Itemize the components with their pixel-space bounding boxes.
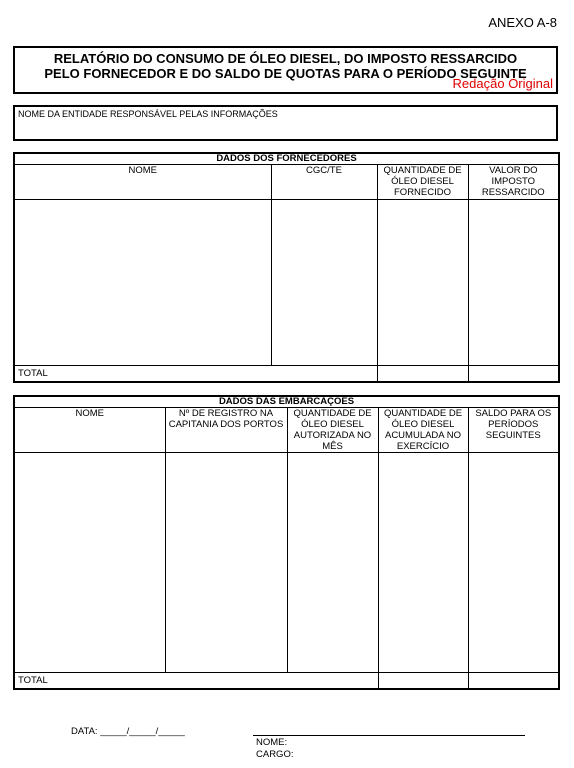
suppliers-col-nome: NOME <box>14 165 271 200</box>
vessels-col-autorizada: QUANTIDADE DE ÓLEO DIESEL AUTORIZADA NO MÊS <box>287 408 378 453</box>
suppliers-total-label: TOTAL <box>14 366 377 382</box>
vessels-registro-cell[interactable] <box>165 453 287 673</box>
vessels-table <box>13 395 560 690</box>
entity-name-field[interactable] <box>13 105 558 141</box>
vessels-total-acumulada[interactable] <box>378 673 468 689</box>
vessels-saldo-cell[interactable] <box>468 453 559 673</box>
signer-cargo-label: CARGO: <box>256 749 294 760</box>
signer-name-label: NOME: <box>256 737 288 748</box>
suppliers-section-title: DADOS DOS FORNECEDORES <box>14 153 559 165</box>
vessels-total-label: TOTAL <box>14 673 378 689</box>
suppliers-col-valor: VALOR DO IMPOSTO RESSARCIDO <box>468 165 559 200</box>
report-title-line-2: PELO FORNECEDOR E DO SALDO DE QUOTAS PARA O PERÍODO SEGUINTE <box>44 66 527 81</box>
suppliers-nome-cell[interactable] <box>14 200 271 366</box>
signature-line[interactable] <box>253 735 525 736</box>
report-title-line-1: RELATÓRIO DO CONSUMO DE ÓLEO DIESEL, DO IMPOSTO RESSARCIDO <box>53 51 518 66</box>
suppliers-col-quantidade: QUANTIDADE DE ÓLEO DIESEL FORNECIDO <box>377 165 468 200</box>
vessels-section-title: DADOS DAS EMBARCAÇÕES <box>14 396 559 408</box>
suppliers-valor-cell[interactable] <box>468 200 559 366</box>
suppliers-col-cgc: CGC/TE <box>271 165 377 200</box>
vessels-nome-cell[interactable] <box>14 453 165 673</box>
vessels-total-saldo[interactable] <box>468 673 559 689</box>
entity-name-label: NOME DA ENTIDADE RESPONSÁVEL PELAS INFORMAÇÕES <box>18 109 278 119</box>
vessels-col-nome: NOME <box>14 408 165 453</box>
suppliers-total-valor[interactable] <box>468 366 559 382</box>
redacao-original-note: Redação Original <box>452 76 553 91</box>
report-title-box <box>13 46 558 94</box>
vessels-col-registro: Nº DE REGISTRO NA CAPITANIA DOS PORTOS <box>165 408 287 453</box>
date-field[interactable]: DATA: _____/_____/_____ <box>71 726 185 737</box>
suppliers-quantidade-cell[interactable] <box>377 200 468 366</box>
suppliers-total-quantidade[interactable] <box>377 366 468 382</box>
suppliers-table <box>13 152 560 383</box>
vessels-autorizada-cell[interactable] <box>287 453 378 673</box>
annex-number: ANEXO A-8 <box>488 15 557 30</box>
vessels-col-saldo: SALDO PARA OS PERÍODOS SEGUINTES <box>468 408 559 453</box>
vessels-col-acumulada: QUANTIDADE DE ÓLEO DIESEL ACUMULADA NO EXERCÍCIO <box>378 408 468 453</box>
vessels-acumulada-cell[interactable] <box>378 453 468 673</box>
suppliers-cgc-cell[interactable] <box>271 200 377 366</box>
